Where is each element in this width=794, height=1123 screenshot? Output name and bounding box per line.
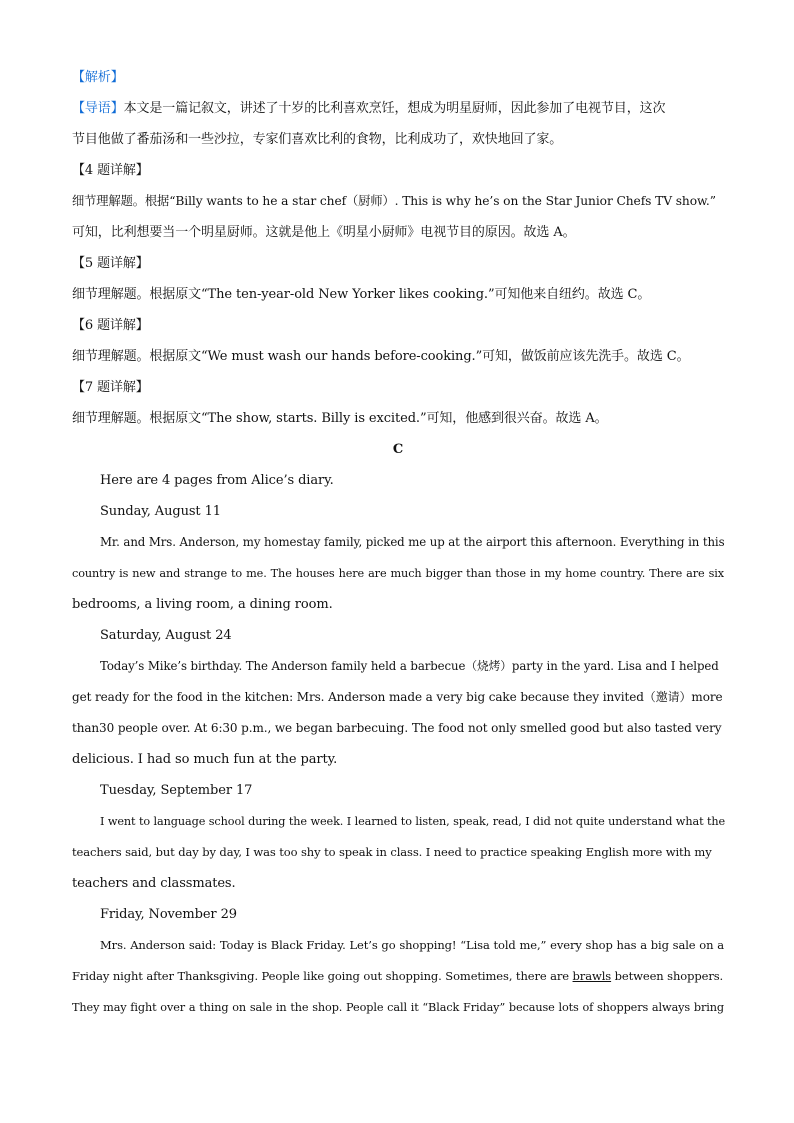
entry2-line-2: get ready for the food in the kitchen: Mrs. Anderson made a very big cake because they invited（邀请）more	[72, 690, 723, 704]
underlined-word-brawls: brawls	[572, 969, 612, 983]
passage-intro: Here are 4 pages from Alice’s diary.	[100, 473, 334, 488]
entry4-line-1: Mrs. Anderson said: Today is Black Friday. Let’s go shopping! “Lisa told me,” every shop has a big sale on a	[100, 938, 724, 952]
entry2-date: Saturday, August 24	[100, 628, 232, 643]
q6-tag: 【6 题详解】	[72, 318, 149, 333]
q7-line-1: 细节理解题。根据原文“The show, starts. Billy is excited.”可知，他感到很兴奋。故选 A。	[72, 411, 608, 426]
entry1-date: Sunday, August 11	[100, 504, 221, 519]
guide-line-1	[72, 93, 724, 124]
entry4-date: Friday, November 29	[100, 907, 237, 922]
entry2-line-1: Today’s Mike’s birthday. The Anderson family held a barbecue（烧烤）party in the yard. Lisa and I helped	[100, 659, 719, 673]
q5-line-1: 细节理解题。根据原文“The ten-year-old New Yorker likes cooking.”可知他来自纽约。故选 C。	[72, 287, 651, 302]
entry3-date: Tuesday, September 17	[100, 783, 253, 798]
analysis-tag: 【解析】	[72, 70, 124, 85]
entry3-line-1: I went to language school during the week. I learned to listen, speak, read, I did not quite understand what the	[100, 815, 726, 828]
entry1-line-1: Mr. and Mrs. Anderson, my homestay family, picked me up at the airport this afternoon. Everything in this	[100, 535, 725, 549]
entry1-line-3: bedrooms, a living room, a dining room.	[72, 597, 333, 612]
guide-line-2: 节目他做了番茄汤和一些沙拉，专家们喜欢比利的食物，比利成功了，欢快地回了家。	[72, 132, 563, 147]
q4-line-1: 细节理解题。根据“Billy wants to he a star chef（厨师）. This is why he’s on the Star Junior Chefs TV show.”	[72, 194, 716, 208]
entry4-line-3: They may fight over a thing on sale in the shop. People call it “Black Friday” because lots of shoppers always bring	[72, 1001, 724, 1014]
q4-line-2: 可知，比利想要当一个明星厨师。这就是他上《明星小厨师》电视节目的原因。故选 A。	[72, 225, 576, 240]
q5-tag: 【5 题详解】	[72, 256, 149, 271]
entry4-line-2-before: Friday night after Thanksgiving. People like going out shopping. Sometimes, there are	[72, 969, 573, 983]
passage-heading: C	[392, 442, 404, 457]
entry4-line-2	[72, 961, 724, 992]
q4-tag: 【4 题详解】	[72, 163, 149, 178]
entry1-line-2: country is new and strange to me. The houses here are much bigger than those in my home country. There are six	[72, 567, 724, 580]
guide-text-1: 本文是一篇记叙文，讲述了十岁的比利喜欢烹饪，想成为明星厨师，因此参加了电视节目，这次	[123, 101, 666, 116]
entry4-line-2-after: between shoppers.	[611, 969, 724, 983]
entry2-line-4: delicious. I had so much fun at the party.	[72, 752, 338, 767]
entry3-line-3: teachers and classmates.	[72, 876, 236, 891]
entry3-line-2: teachers said, but day by day, I was too shy to speak in class. I need to practice speaking English more with my	[72, 845, 712, 859]
entry2-line-3: than30 people over. At 6:30 p.m., we began barbecuing. The food not only smelled good but also tasted very	[72, 721, 722, 735]
q6-line-1: 细节理解题。根据原文“We must wash our hands before-cooking.”可知，做饭前应该先洗手。故选 C。	[72, 349, 690, 364]
document-page	[72, 62, 724, 1023]
q7-tag: 【7 题详解】	[72, 380, 149, 395]
guide-tag: 【导语】	[72, 101, 124, 116]
